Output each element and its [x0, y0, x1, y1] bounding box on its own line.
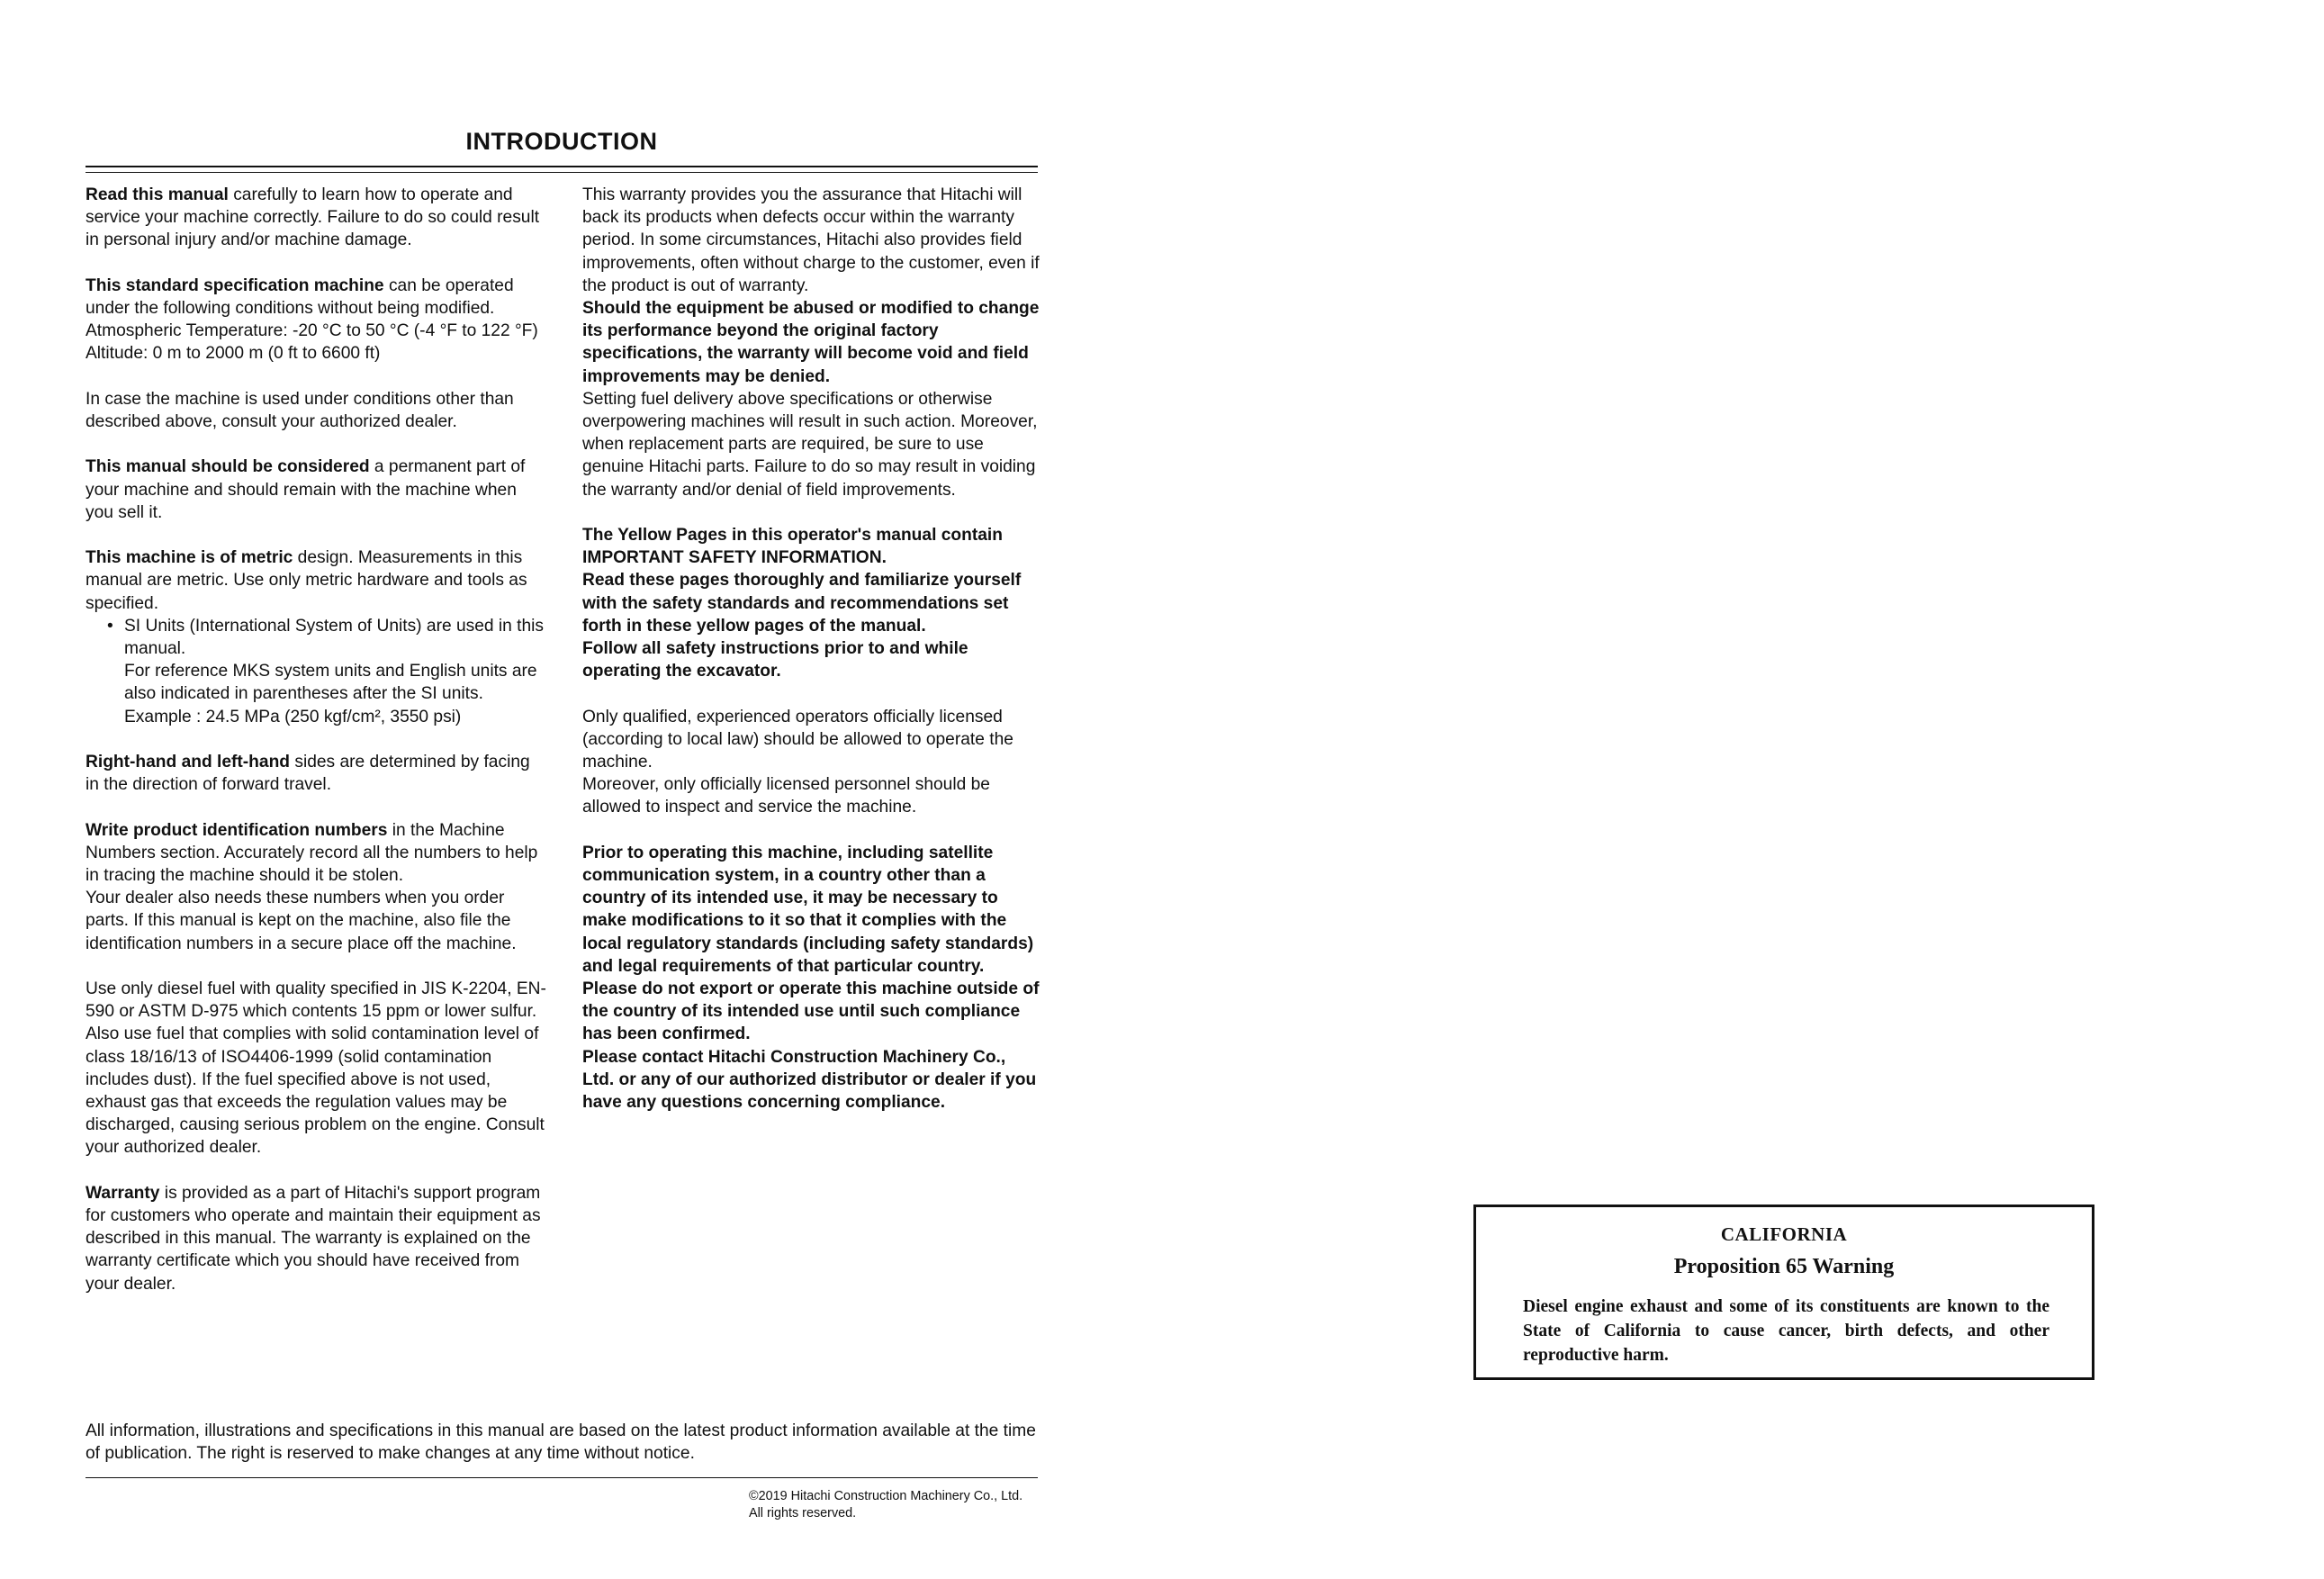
title-double-rule [86, 166, 1038, 173]
paragraph-text: design. Measurements in this manual are metric. Use only metric hardware and tools as specified. [86, 548, 527, 613]
paragraph-warranty-void [582, 297, 1041, 388]
paragraph-right-left-hand [86, 751, 546, 796]
paragraph-standard-spec [86, 275, 546, 365]
bold-text: Read these pages thoroughly and familiarize yourself with the safety standards and recommendations set forth in these yellow pages of the manual. [582, 571, 1022, 636]
paragraph-read-yellow-pages [582, 569, 1041, 637]
paragraph-follow-safety [582, 637, 1041, 682]
bold-lead: Write product identification numbers [86, 820, 388, 840]
prop65-warning-box [1473, 1205, 2094, 1380]
paragraph-text: a permanent part of your machine and should remain with the machine when you sell it. [86, 457, 526, 522]
bullet-dot-icon: • [107, 616, 113, 636]
paragraph-manual-permanent [86, 456, 546, 524]
paragraph-text: can be operated under the following conditions without being modified. [86, 275, 514, 318]
rights-reserved-line: All rights reserved. [749, 1506, 857, 1520]
bold-text: Please contact Hitachi Construction Machinery Co., Ltd. or any of our authorized distributor or dealer if you have any questions concerning compliance. [582, 1047, 1037, 1113]
paragraph-text: is provided as a part of Hitachi's support program for customers who operate and maintain their equipment as described in this manual. The warranty is explained on the warranty certificate which you should have received from your dealer. [86, 1183, 541, 1294]
footer-disclaimer: All information, illustrations and specifications in this manual are based on the latest product information available at the time of publication. The right is reserved to make changes at any time without notice. [86, 1421, 1036, 1464]
si-units-bullet [86, 615, 546, 660]
bold-lead: This machine is of metric [86, 548, 293, 568]
footer-divider [86, 1477, 1038, 1478]
paragraph-yellow-pages [582, 524, 1041, 569]
paragraph-licensed-personnel: Moreover, only officially licensed personnel should be allowed to inspect and service the machine. [582, 775, 990, 817]
altitude-line: Altitude: 0 m to 2000 m (0 ft to 6600 ft) [86, 344, 381, 364]
bold-text: Should the equipment be abused or modified to change its performance beyond the original factory specifications, the warranty will become void and field improvements may be denied. [582, 299, 1040, 386]
bold-text: Prior to operating this machine, including satellite communication system, in a country other than a country of its intended use, it may be necessary to make modifications to it so that it complies with the local regulatory standards (including safety standards) and legal requirements of that particular country. Please do not export or operate this machine outside of the country of its intended use until such compliance has been confirmed. [582, 843, 1040, 1044]
paragraph-export-compliance [582, 842, 1041, 1046]
mks-units-note: For reference MKS system units and English units are also indicated in parentheses after the SI units. [124, 662, 537, 704]
page-title: INTRODUCTION [465, 128, 658, 155]
paragraph-fuel-delivery: Setting fuel delivery above specifications or otherwise overpowering machines will result in such action. Moreover, when replacement parts are required, be sure to use genuine Hitachi parts. Failure to do so may result in voiding the warranty and/or denial of field improvements. [582, 389, 1038, 500]
paragraph-diesel-fuel [86, 978, 546, 1159]
bold-lead: This manual should be considered [86, 457, 370, 477]
paragraph-contact-hitachi [582, 1046, 1041, 1114]
paragraph-text: carefully to learn how to operate and service your machine correctly. Failure to do so could result in personal injury and/or machine damage. [86, 185, 540, 250]
paragraph-warranty [86, 1182, 546, 1295]
bold-lead: Right-hand and left-hand [86, 753, 291, 771]
paragraph-metric [86, 546, 546, 615]
prop65-body: Diesel engine exhaust and some of its constituents are known to the State of California to cause cancer, birth defects, and other reproductive harm. [1523, 1297, 2049, 1365]
paragraph-warranty-assurance: This warranty provides you the assurance that Hitachi will back its products when defects occur within the warranty period. In some circumstances, Hitachi also provides field improvements, often without charge to the customer, even if the product is out of warranty. [582, 185, 1040, 295]
bold-lead: This standard specification machine [86, 275, 384, 295]
paragraph-text: sides are determined by facing in the direction of forward travel. [86, 753, 530, 795]
paragraph-read-manual [86, 184, 546, 252]
paragraph-other-conditions: In case the machine is used under conditions other than described above, consult your authorized dealer. [86, 389, 514, 431]
copyright-notice [749, 1488, 1046, 1522]
dealer-numbers-text: Your dealer also needs these numbers when you order parts. If this manual is kept on the machine, also file the identification numbers in a secure place off the machine. [86, 889, 517, 953]
paragraph-text: Use only diesel fuel with quality specified in JIS K-2204, EN-590 or ASTM D-975 which contents 15 ppm or lower sulfur. [86, 979, 546, 1022]
right-column [582, 184, 1041, 1136]
fuel-contamination-text: Also use fuel that complies with solid contamination level of class 18/16/13 of ISO4406-1999 (solid contamination includes dust). If the fuel specified above is not used, exhaust gas that exceeds the regulation values may be discharged, causing serious problem on the engine. Consult your authorized dealer. [86, 1024, 545, 1158]
bold-lead: Read this manual [86, 185, 229, 204]
paragraph-text: in the Machine Numbers section. Accurately record all the numbers to help in tracing the machine should it be stolen. [86, 820, 538, 885]
prop65-subheading: Proposition 65 Warning [1673, 1255, 1895, 1278]
bold-lead: Warranty [86, 1183, 160, 1203]
copyright-line: ©2019 Hitachi Construction Machinery Co., Ltd. [749, 1489, 1023, 1503]
temperature-line: Atmospheric Temperature: -20 °C to 50 °C (-4 °F to 122 °F) [86, 321, 538, 341]
prop65-heading: CALIFORNIA [1720, 1223, 1848, 1245]
paragraph-identification-numbers [86, 819, 546, 955]
left-column [86, 184, 546, 1318]
bold-text: The Yellow Pages in this operator's manual contain IMPORTANT SAFETY INFORMATION. [582, 526, 1003, 568]
bold-text: Follow all safety instructions prior to and while operating the excavator. [582, 639, 968, 681]
bullet-text: SI Units (International System of Units) are used in this manual. [124, 616, 545, 658]
units-example: Example : 24.5 MPa (250 kgf/cm², 3550 psi) [124, 707, 462, 726]
paragraph-qualified-operators: Only qualified, experienced operators officially licensed (according to local law) should be allowed to operate the machine. [582, 707, 1013, 772]
